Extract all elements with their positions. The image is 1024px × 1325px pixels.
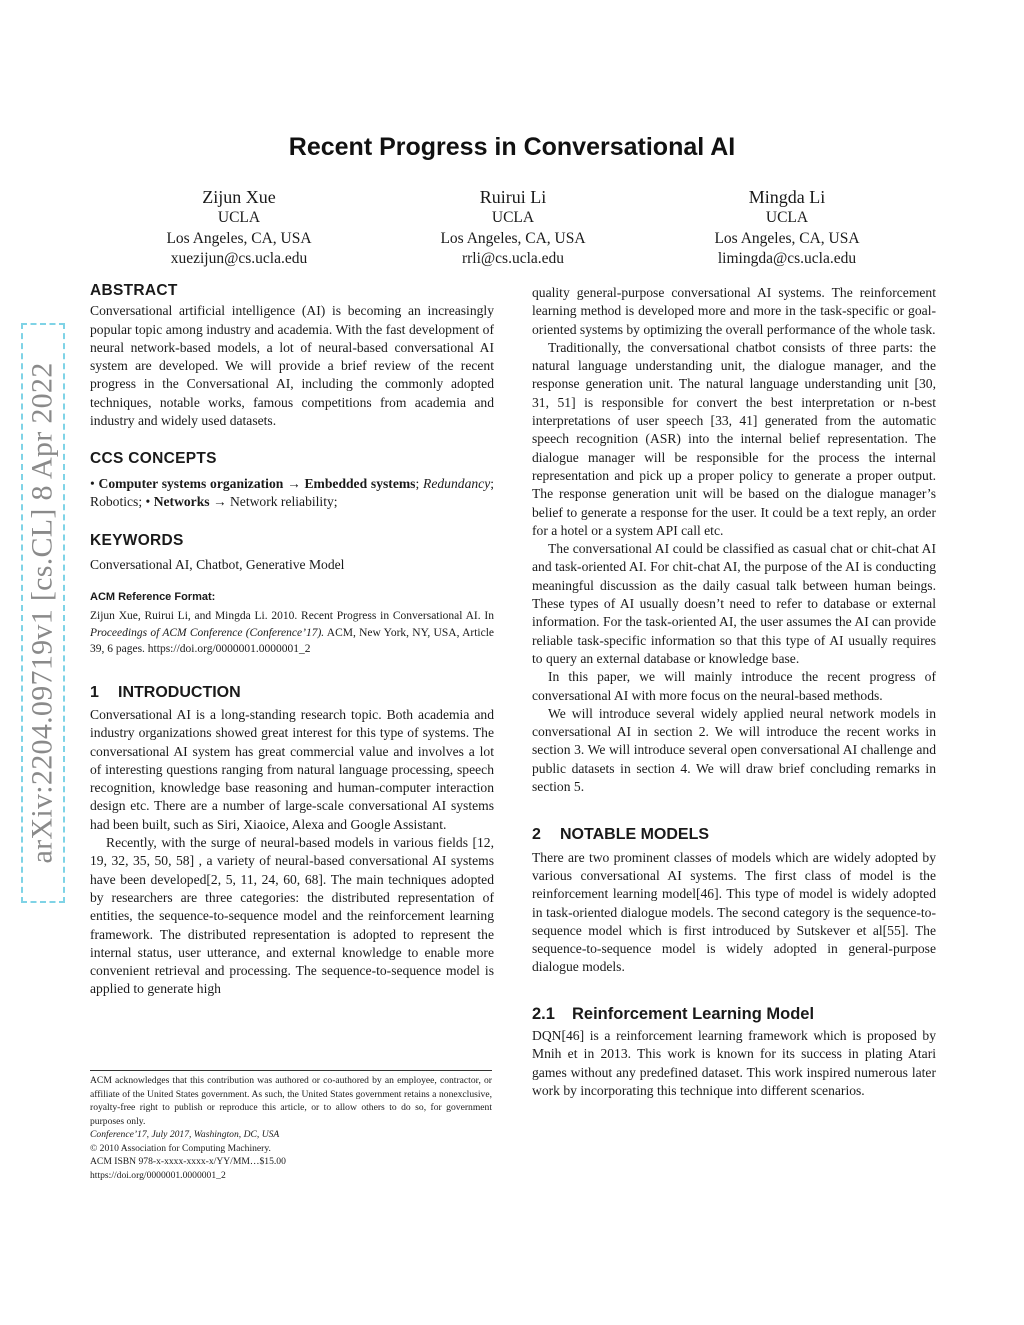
paragraph: In this paper, we will mainly introduce the recent progress of conversational AI with more focus on the neural-based methods. — [532, 669, 936, 703]
paragraph: Recently, with the surge of neural-based models in various fields [12, 19, 32, 35, 50, 58] , a variety of neural-based conversational AI systems have been developed[2, 5, 11, 24, 60, 68]. The main techniques adopted by researchers are three categories: the distributed representation of entities, the sequence-to-sequence model and the reinforcement learning framework. The distributed representation is adopted to represent the internal status, user utterance, and external knowledge to enable more convenient retrieval and processing. The sequence-to-sequence model is applied to generate high — [90, 835, 494, 997]
author-email[interactable]: limingda@cs.ucla.edu — [717, 250, 857, 267]
ccs-heading: CCS CONCEPTS — [90, 450, 217, 468]
separator: ; Robotics; — [90, 475, 495, 509]
paragraph: Conversational AI is a long-standing research topic. Both academia and industry organizations showed great interest for this type of systems. The conversational AI system has great commercial value and involves a lot of interesting questions ranging from natural language processing, speech recognition, knowledge base reasoning and human-computer interaction design etc. There are a number of large-scale conversational AI systems had been built, such as Siri, Xiaoice, Alexa and Google Assistant. — [90, 706, 494, 832]
author-affiliation: UCLA — [765, 209, 809, 226]
arrow: → — [209, 493, 230, 509]
paper-title: Recent Progress in Conversational AI — [288, 133, 736, 161]
paragraph: The conversational AI could be classified as casual chat or chit-chat AI and task-oriented AI. For chit-chat AI, the purpose of the AI is conducting meaningful discussion as the daily casual talk between human beings. These types of AI usually doesn’t need to refer to database or external information. For the task-oriented AI, the user assumes the AI can provide reliable task-specific information so that this type of AI usually requires to query an external database or knowledge base. — [532, 541, 936, 666]
section-heading — [90, 684, 494, 702]
ccs-concept: Embedded systems — [304, 475, 416, 491]
keywords-text: Conversational AI, Chatbot, Generative Model — [90, 556, 345, 572]
paragraph: DQN[46] is a reinforcement learning framework which is proposed by Mnih et in 2013. This work is known for its success in plating Atari games without any predefined dataset. This work inspired numerous later work by incorporating this technique into different scenarios. — [532, 1027, 936, 1098]
separator: ; — [415, 475, 424, 491]
section-title: INTRODUCTION — [118, 683, 241, 701]
paragraph: quality general-purpose conversational AI systems. The reinforcement learning method is developed more and more in the task-specific or goal-oriented systems by optimizing the overall performance of the whole task. — [532, 285, 936, 337]
author-email[interactable]: rrli@cs.ucla.edu — [461, 250, 565, 267]
doi-link[interactable]: https://doi.org/0000001.0000001_2 — [90, 1169, 226, 1181]
author-location: Los Angeles, CA, USA — [714, 229, 860, 247]
section-number: 1 — [90, 683, 99, 701]
author-name: Ruirui Li — [479, 187, 547, 207]
author-block — [388, 186, 638, 270]
abstract-text: Conversational artificial intelligence (AI) is becoming an increasingly popular topic among industry and academia. With the fast development of neural network-based models, a lot of neural-based conversational AI system are developed. We will provide a brief review of the recent progress in the Conversational AI, including the commonly adopted techniques, notable works, famous competitions from academia and industry and widely used datasets. — [90, 303, 494, 429]
author-name: Zijun Xue — [202, 187, 276, 207]
subsection-number: 2.1 — [532, 1004, 555, 1023]
footnote-divider — [90, 1070, 492, 1071]
paragraph: We will introduce several widely applied neural network models in conversational AI in section 2. We will introduce the recent works in section 3. We will introduce several open conversational AI challenge and public datasets in section 4. We will draw brief concluding remarks in section 5. — [532, 705, 936, 795]
conference-info: Conference’17, July 2017, Washington, DC, USA — [90, 1129, 280, 1140]
permission-notice: ACM acknowledges that this contribution was authored or co-authored by an employee, contractor, or affiliate of the United States government. As such, the United States government retains a nonexclusive, royalty-free right to publish or reproduce this article, or to allow others to do so, for government purposes only. — [90, 1075, 492, 1127]
arrow: → — [283, 475, 305, 491]
right-column — [532, 284, 936, 1100]
keywords-heading: KEYWORDS — [90, 532, 184, 550]
ccs-concept: Redundancy — [423, 475, 491, 491]
reference-venue: Proceedings of ACM Conference (Conference’17). — [90, 626, 325, 639]
author-email[interactable]: xuezijun@cs.ucla.edu — [170, 250, 308, 267]
acm-reference-format — [90, 588, 494, 658]
footnote — [90, 1074, 492, 1182]
paragraph: Traditionally, the conversational chatbot consists of three parts: the natural language understanding unit, the dialogue manager, and the response generation unit. The natural language understanding unit [30, 31, 51] is responsible for convert the best interpretation or n-best interpretations of user speech [33, 41] generated from the automatic speech recognition (ASR) into the internal belief representation. The dialogue manager will be responsible for the process the internal representation and pick up a proper policy to generate a proper output. The response generation unit will be based on the dialogue manager’s belief to generate a response for the user. It could be a text reply, an order for a hotel or a system API call etc. — [532, 339, 936, 538]
ccs-concepts — [90, 475, 494, 512]
arxiv-identifier[interactable]: arXiv:2204.09719v1 [cs.CL] 8 Apr 2022 — [26, 362, 60, 864]
subsection-heading — [532, 1005, 936, 1023]
reference-authors: Zijun Xue, Ruirui Li, and Mingda Li. 2010. Recent Progress in Conversational AI. In — [90, 610, 494, 623]
reference-details: ACM, New York, NY, USA, Article 39, 6 pages. https://doi.org/0000001.0000001_2 — [90, 626, 494, 656]
section-title: NOTABLE MODELS — [560, 826, 710, 844]
ccs-concept: Network reliability; — [229, 493, 338, 509]
bullet: • — [90, 475, 95, 491]
subsection-title: Reinforcement Learning Model — [572, 1004, 815, 1023]
arxiv-stamp — [22, 330, 64, 896]
author-block — [114, 186, 364, 270]
ccs-concept: Networks — [153, 493, 210, 509]
author-location: Los Angeles, CA, USA — [440, 229, 586, 247]
author-location: Los Angeles, CA, USA — [166, 229, 312, 247]
acm-reference-text — [90, 608, 494, 658]
bullet: • — [145, 493, 151, 509]
acm-reference-heading: ACM Reference Format: — [90, 590, 216, 603]
author-block — [662, 186, 912, 270]
ccs-concept: Computer systems organization — [98, 475, 284, 491]
paragraph: There are two prominent classes of models which are widely adopted by various conversational AI systems. The first class of model is the reinforcement learning model[46]. This type of model is widely adopted in task-oriented dialogue models. The second category is the sequence-to-sequence model which is first introduced by Sutskever et al[55]. The sequence-to-sequence model is widely adopted in general-purpose dialogue models. — [532, 849, 936, 975]
author-name: Mingda Li — [748, 187, 826, 207]
left-column — [90, 282, 494, 999]
section-heading — [532, 826, 936, 844]
author-affiliation: UCLA — [217, 209, 261, 226]
isbn: ACM ISBN 978-x-xxxx-xxxx-x/YY/MM…$15.00 — [90, 1156, 286, 1167]
abstract-heading: ABSTRACT — [90, 282, 178, 299]
copyright: © 2010 Association for Computing Machinery. — [90, 1142, 271, 1154]
author-affiliation: UCLA — [491, 209, 535, 226]
section-number: 2 — [532, 826, 541, 844]
